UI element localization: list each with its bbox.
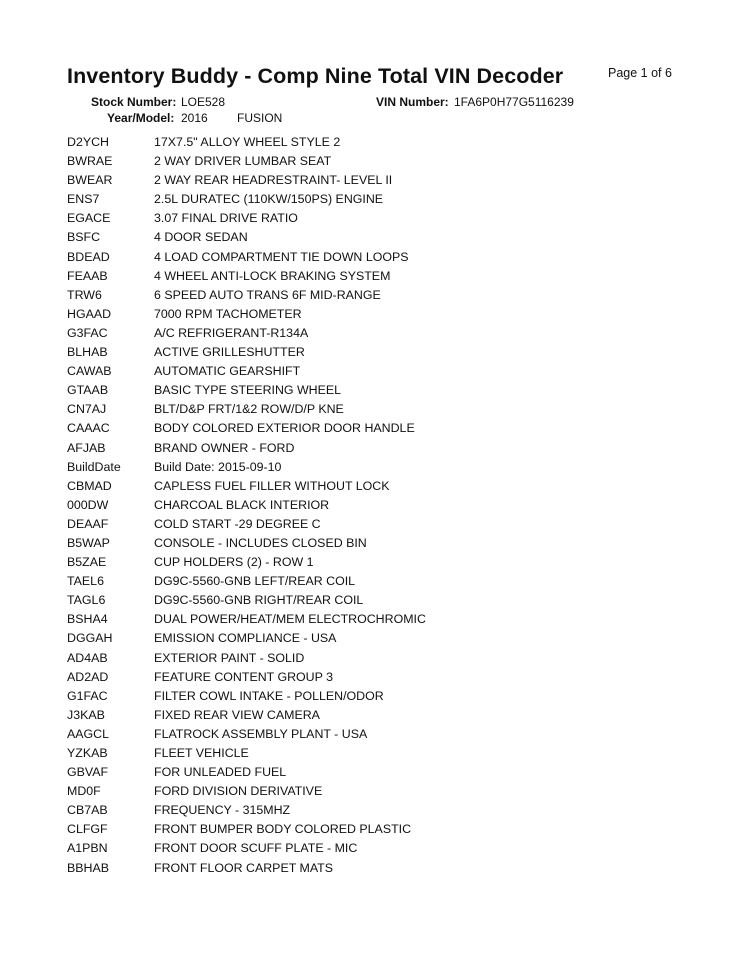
option-code: 000DW [67, 497, 109, 512]
option-description: ACTIVE GRILLESHUTTER [154, 345, 305, 360]
list-item [67, 687, 667, 706]
list-item [67, 820, 667, 839]
option-description: FRONT BUMPER BODY COLORED PLASTIC [154, 822, 412, 837]
option-code: DEAAF [67, 516, 109, 531]
option-description: A/C REFRIGERANT-R134A [154, 325, 309, 340]
option-description: FORD DIVISION DERIVATIVE [154, 784, 323, 799]
list-item [67, 534, 667, 553]
option-code: CLFGF [67, 822, 108, 837]
list-item [67, 286, 667, 305]
option-description: BRAND OWNER - FORD [154, 440, 295, 455]
year-model-label-text: Year/Model: [107, 111, 175, 125]
option-code: CAAAC [67, 421, 110, 436]
option-code: AFJAB [67, 440, 106, 455]
option-code: CB7AB [67, 803, 108, 818]
option-description: CAPLESS FUEL FILLER WITHOUT LOCK [154, 478, 390, 493]
vin-number-value: 1FA6P0H77G5116239 [454, 95, 574, 109]
list-item [67, 610, 667, 629]
list-item [67, 725, 667, 744]
option-description: DG9C-5560-GNB LEFT/REAR COIL [154, 574, 356, 589]
option-description: AUTOMATIC GEARSHIFT [154, 364, 301, 379]
option-code: B5ZAE [67, 555, 107, 570]
option-code: A1PBN [67, 841, 108, 856]
list-item [67, 133, 667, 152]
list-item [67, 400, 667, 419]
option-code: BuildDate [67, 459, 121, 474]
option-description: Build Date: 2015-09-10 [154, 459, 282, 474]
option-description: FLEET VEHICLE [154, 746, 249, 760]
option-code: BWRAE [67, 154, 113, 169]
option-description: BASIC TYPE STEERING WHEEL [154, 383, 342, 398]
page-number: Page 1 of 6 [608, 66, 672, 80]
option-code: GBVAF [67, 765, 109, 780]
option-description: BODY COLORED EXTERIOR DOOR HANDLE [154, 421, 415, 436]
option-code: TAEL6 [67, 574, 104, 589]
stock-number-label-text: Stock Number: [91, 95, 177, 109]
option-description: FOR UNLEADED FUEL [154, 765, 287, 780]
list-item [67, 305, 667, 324]
list-item [67, 152, 667, 171]
option-code: B5WAP [67, 535, 110, 550]
option-code: AAGCL [67, 726, 110, 741]
option-description: FIXED REAR VIEW CAMERA [154, 707, 320, 722]
option-description: CHARCOAL BLACK INTERIOR [154, 497, 330, 512]
list-item [67, 419, 667, 438]
document-title: Inventory Buddy - Comp Nine Total VIN Decoder [67, 64, 564, 88]
option-description: FRONT DOOR SCUFF PLATE - MIC [154, 841, 358, 856]
option-description: FEATURE CONTENT GROUP 3 [154, 669, 333, 684]
option-code: CN7AJ [67, 402, 107, 417]
option-code: EGACE [67, 211, 111, 226]
option-code: HGAAD [67, 306, 112, 321]
list-item [67, 763, 667, 782]
list-item [67, 591, 667, 610]
list-item [67, 458, 667, 477]
list-item [67, 267, 667, 286]
option-description: EMISSION COMPLIANCE - USA [154, 631, 337, 646]
option-description: COLD START -29 DEGREE C [154, 516, 321, 531]
option-code: BWEAR [67, 173, 113, 188]
option-code: GTAAB [67, 383, 109, 398]
list-item [67, 706, 667, 725]
option-description: FILTER COWL INTAKE - POLLEN/ODOR [154, 688, 384, 703]
option-description: 4 DOOR SEDAN [154, 230, 248, 245]
model-value: FUSION [237, 111, 283, 125]
option-code: BLHAB [67, 345, 108, 360]
list-item [67, 190, 667, 209]
option-description: FLATROCK ASSEMBLY PLANT - USA [154, 726, 368, 741]
list-item [67, 515, 667, 534]
list-item [67, 228, 667, 247]
option-description: FREQUENCY - 315MHZ [154, 803, 291, 818]
option-description: CUP HOLDERS (2) - ROW 1 [154, 555, 314, 570]
option-code: FEAAB [67, 268, 108, 283]
option-description: DG9C-5560-GNB RIGHT/REAR COIL [154, 593, 364, 608]
list-item [67, 782, 667, 801]
option-code: ENS7 [67, 192, 100, 207]
option-code: J3KAB [67, 707, 105, 722]
option-code: MD0F [67, 784, 101, 799]
list-item [67, 362, 667, 381]
list-item [67, 381, 667, 400]
option-code: YZKAB [67, 746, 108, 760]
stock-number-value: LOE528 [181, 95, 226, 109]
stock-number-label [91, 95, 176, 109]
list-item [67, 572, 667, 591]
option-description: BLT/D&P FRT/1&2 ROW/D/P KNE [154, 402, 344, 417]
list-item [67, 324, 667, 343]
option-description: 4 WHEEL ANTI-LOCK BRAKING SYSTEM [154, 268, 391, 283]
option-code: DGGAH [67, 631, 113, 646]
option-description: CONSOLE - INCLUDES CLOSED BIN [154, 535, 367, 550]
option-code: G1FAC [67, 688, 108, 703]
option-description: FRONT FLOOR CARPET MATS [154, 860, 333, 875]
list-item [67, 744, 667, 763]
vin-number-label-text: VIN Number: [376, 95, 449, 109]
option-description: DUAL POWER/HEAT/MEM ELECTROCHROMIC [154, 612, 426, 627]
list-item [67, 439, 667, 458]
option-description: EXTERIOR PAINT - SOLID [154, 650, 305, 665]
list-item [67, 496, 667, 515]
option-code-list [67, 133, 667, 878]
list-item [67, 343, 667, 362]
option-description: 6 SPEED AUTO TRANS 6F MID-RANGE [154, 287, 381, 302]
option-code: TRW6 [67, 287, 102, 302]
year-model-label [107, 111, 174, 125]
list-item [67, 649, 667, 668]
list-item [67, 248, 667, 267]
option-code: D2YCH [67, 135, 109, 149]
option-description: 2 WAY REAR HEADRESTRAINT- LEVEL II [154, 173, 393, 188]
option-description: 3.07 FINAL DRIVE RATIO [154, 211, 298, 226]
option-code: BSFC [67, 230, 101, 245]
list-item [67, 801, 667, 820]
option-description: 4 LOAD COMPARTMENT TIE DOWN LOOPS [154, 249, 409, 264]
list-item [67, 859, 667, 878]
option-description: 7000 RPM TACHOMETER [154, 306, 302, 321]
option-code: AD4AB [67, 650, 108, 665]
option-description: 17X7.5" ALLOY WHEEL STYLE 2 [154, 135, 341, 149]
list-item [67, 553, 667, 572]
option-code: G3FAC [67, 325, 108, 340]
option-description: 2.5L DURATEC (110KW/150PS) ENGINE [154, 192, 384, 207]
vin-number-label [376, 95, 449, 109]
option-code: CAWAB [67, 364, 112, 379]
list-item [67, 171, 667, 190]
list-item [67, 839, 667, 858]
option-code: TAGL6 [67, 593, 106, 608]
option-code: CBMAD [67, 478, 112, 493]
option-description: 2 WAY DRIVER LUMBAR SEAT [154, 154, 332, 169]
list-item [67, 629, 667, 648]
option-code: BBHAB [67, 860, 110, 875]
list-item [67, 668, 667, 687]
option-code: AD2AD [67, 669, 109, 684]
list-item [67, 477, 667, 496]
list-item [67, 209, 667, 228]
option-code: BDEAD [67, 249, 110, 264]
year-value: 2016 [181, 111, 208, 125]
option-code: BSHA4 [67, 612, 108, 627]
